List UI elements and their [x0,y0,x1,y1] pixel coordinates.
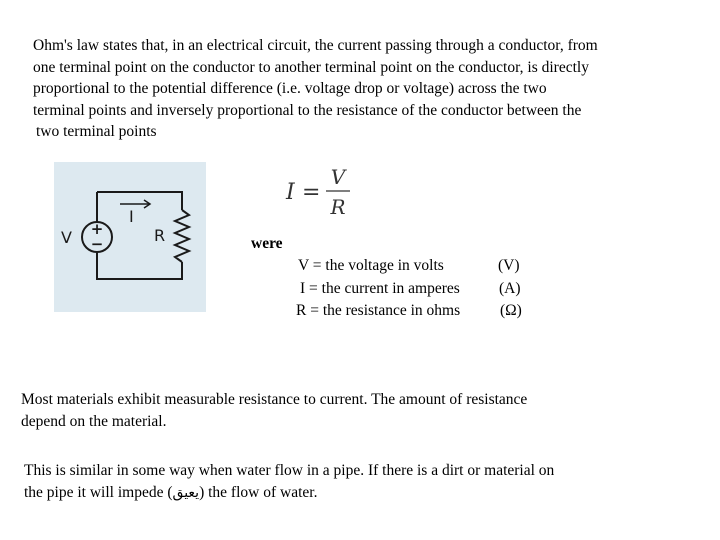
intro-line: terminal points and inversely proportional to the resistance of the conductor between the [33,101,582,119]
definition-unit: (A) [499,280,521,297]
water-line-2-end: ) the flow of water. [199,483,318,501]
circuit-svg [54,162,206,312]
water-line-2-start: the pipe it will impede ( [24,483,173,501]
water-line-2 [24,482,704,505]
water-line-1: This is similar in some way when water flow in a pipe. If there is a dirt or material on [24,462,555,479]
definition-resistance [296,302,522,320]
resistor-zigzag [175,210,189,262]
intro-line: one terminal point on the conductor to another terminal point on the conductor, is directly [33,58,589,76]
formula-lhs: I [286,180,295,205]
definition-voltage [298,257,520,275]
plus-sign: + [90,220,104,238]
materials-line: Most materials exhibit measurable resistance to current. The amount of resistance [21,391,528,408]
definition-text: V = the voltage in volts [298,257,444,274]
current-label: I [129,207,134,226]
formula-denominator: R [330,195,346,219]
bottom-wire [97,252,182,279]
formula-numerator: V [330,165,346,189]
minus-sign: − [90,235,104,253]
circuit-diagram [54,162,206,312]
materials-paragraph [21,389,701,432]
definition-unit: (Ω) [500,302,522,319]
intro-line: proportional to the potential difference (i.e. voltage drop or voltage) across the two [33,80,547,97]
intro-line: Ohm's law states that, in an electrical circuit, the current passing through a conductor, from [33,37,598,54]
definition-current [300,280,521,298]
definition-unit: (V) [498,257,520,274]
formula-equals: = [302,180,321,205]
resistor-label: R [154,226,166,245]
water-paragraph [24,460,704,504]
intro-paragraph [33,35,705,143]
intro-line: two terminal points [36,123,157,140]
voltage-label: V [61,228,72,247]
materials-line: depend on the material. [21,412,167,430]
definition-text: I = the current in amperes [300,280,460,297]
ohms-law-formula [284,164,364,224]
arabic-word: يعيق [172,484,200,501]
top-wire [97,192,182,210]
definition-text: R = the resistance in ohms [296,302,461,319]
were-label: were [251,235,283,252]
